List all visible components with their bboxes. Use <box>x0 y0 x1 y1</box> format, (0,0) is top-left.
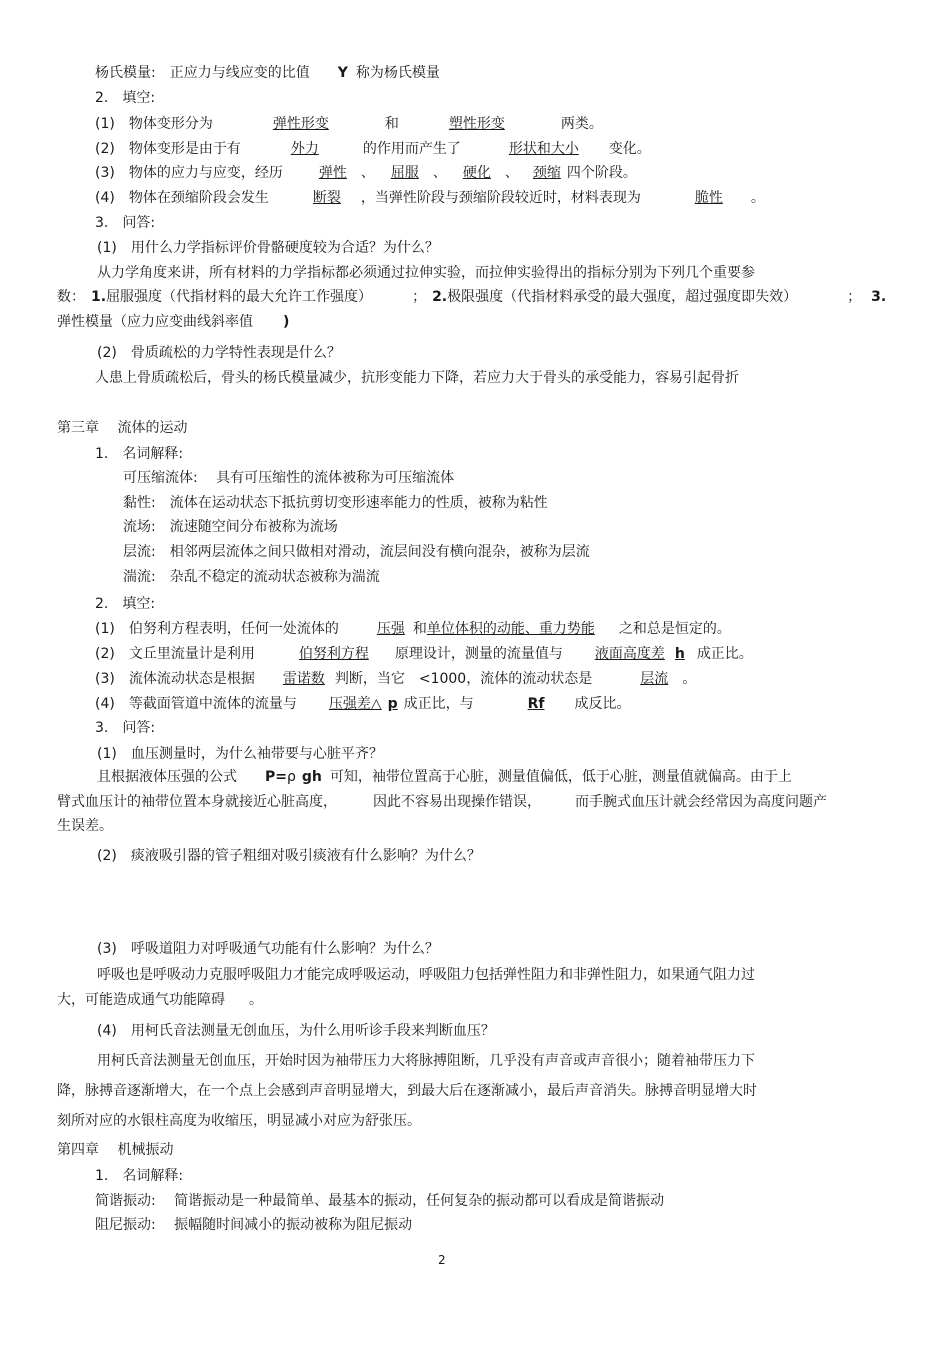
blank-answer: 单位体积的动能、重力势能 <box>426 621 595 637</box>
question-3: (3) 呼吸道阻力对呼吸通气功能有什么影响？为什么？ <box>97 941 439 957</box>
text: 。 <box>249 992 263 1008</box>
fill-item-4 <box>95 189 765 207</box>
answer-1-line-2 <box>57 793 827 811</box>
question-1: (1) 血压测量时，为什么袖带要与心脏平齐？ <box>97 746 383 762</box>
question-1: (1) 用什么力学指标评价骨骼硬度较为合适？为什么？ <box>97 240 439 256</box>
section-qa: 3. 问答: <box>95 215 156 231</box>
answer-4-line-2: 降，脉搏音逐渐增大，在一个点上会感到声音明显增大，到最大后在逐渐减小，最后声音消失。脉搏音明显增大时 <box>57 1083 757 1099</box>
blank-answer: 外力 <box>290 141 319 157</box>
section-fill-blank: 2. 填空: <box>95 90 156 106</box>
text: 数： <box>57 289 85 305</box>
text: (4) 等截面管道中流体的流量与 <box>95 696 297 712</box>
term-damped-vibration: 阻尼振动: 振幅随时间减小的振动被称为阻尼振动 <box>95 1217 413 1233</box>
term-simple-harmonic: 简谐振动: 简谐振动是一种最简单、最基本的振动，任何复杂的振动都可以看成是简谐振动 <box>95 1193 665 1209</box>
term-laminar-flow: 层流: 相邻两层流体之间只做相对滑动，流层间没有横向混杂，被称为层流 <box>123 544 590 560</box>
blank-answer: 弹性 <box>318 165 347 181</box>
text: 成正比，与 <box>403 696 474 712</box>
blank-answer: 弹性形变 <box>272 116 329 132</box>
question-2: (2) 骨质疏松的力学特性表现是什么？ <box>97 345 341 361</box>
text: 判断，当它 <box>334 671 405 687</box>
text: 和 <box>412 621 427 637</box>
blank-answer: 液面高度差 h <box>594 646 685 662</box>
text: 屈服强度（代指材料的最大允许工作强度） <box>106 289 373 305</box>
blank-answer: 形状和大小 <box>508 141 579 157</box>
blank-answer: 硬化 <box>462 165 491 181</box>
answer-1-line-2 <box>57 288 886 306</box>
text: 成反比。 <box>574 696 631 712</box>
text: 臂式血压计的袖带位置本身就接近心脏高度， <box>57 794 337 810</box>
text: ； <box>412 289 427 305</box>
text: ) <box>283 314 290 330</box>
answer-3-line-1: 呼吸也是呼吸动力克服呼吸阻力才能完成呼吸运动，呼吸阻力包括弹性阻力和非弹性阻力，如果通气阻力过 <box>97 967 755 983</box>
section-terms: 1. 名词解释: <box>95 1168 184 1184</box>
blank-answer: 压强差△ p <box>328 696 398 712</box>
chapter-3-heading: 第三章 流体的运动 <box>57 420 188 436</box>
blank-answer: 压强 <box>376 621 405 637</box>
blank-answer: 颈缩 <box>532 165 561 181</box>
text: (1) 伯努利方程表明，任何一处流体的 <box>95 621 339 637</box>
blank-answer: 脆性 <box>694 190 723 206</box>
definition-text: 正应力与线应变的比值 <box>169 65 310 81</box>
answer-1-line-3 <box>57 313 289 331</box>
fill-item-3 <box>95 164 637 182</box>
symbol: Y <box>337 65 348 81</box>
text: ； <box>847 289 862 305</box>
text: ，当弹性阶段与颈缩阶段较近时，材料表现为 <box>360 190 641 206</box>
text: 。 <box>750 190 765 206</box>
text: (2) 文丘里流量计是利用 <box>95 646 255 662</box>
definition-youngs-modulus <box>95 64 440 82</box>
formula: gh <box>301 769 322 785</box>
fill-item-4 <box>95 695 631 713</box>
answer-2: 人患上骨质疏松后，骨头的杨氏模量减少，抗形变能力下降，若应力大于骨头的承受能力，容易引起骨折 <box>95 370 739 386</box>
text: 、 <box>432 165 447 181</box>
answer-1-line-1 <box>97 768 792 786</box>
text: 之和总是恒定的。 <box>618 621 731 637</box>
text: 、 <box>360 165 375 181</box>
blank-answer: 伯努利方程 <box>298 646 369 662</box>
answer-1-line-3: 生误差。 <box>57 818 113 834</box>
term-turbulent-flow: 湍流: 杂乱不稳定的流动状态被称为湍流 <box>123 569 380 585</box>
blank-answer: 屈服 <box>390 165 419 181</box>
definition-text: 称为杨氏模量 <box>355 65 440 81</box>
answer-4-line-1: 用柯氏音法测量无创血压，开始时因为袖带压力大将脉搏阻断，几乎没有声音或声音很小；随着袖带压力下 <box>97 1053 755 1069</box>
chapter-4-heading: 第四章 机械振动 <box>57 1142 174 1158</box>
text: 可知，袖带位置高于心脏，测量值偏低，低于心脏，测量值就偏高。由于上 <box>329 769 792 785</box>
formula: ρ <box>287 769 296 785</box>
text: (3) 物体的应力与应变，经历 <box>95 165 283 181</box>
blank-answer: 雷诺数 <box>282 671 325 687</box>
text: 且根据液体压强的公式 <box>97 769 237 785</box>
text: 、 <box>504 165 519 181</box>
text: 。 <box>682 671 697 687</box>
fill-item-3 <box>95 670 696 688</box>
text: 的作用而产生了 <box>362 141 461 157</box>
answer-4-line-3: 刻所对应的水银柱高度为收缩压，明显减小对应为舒张压。 <box>57 1113 421 1129</box>
blank-answer: 塑性形变 <box>448 116 505 132</box>
section-fill-blank: 2. 填空: <box>95 596 156 612</box>
blank-answer: 断裂 <box>312 190 341 206</box>
text: 四个阶段。 <box>566 165 637 181</box>
text: 和 <box>384 116 399 132</box>
answer-3-line-2 <box>57 991 263 1009</box>
text: (3) 流体流动状态是根据 <box>95 671 255 687</box>
question-4: (4) 用柯氏音法测量无创血压，为什么用听诊手段来判断血压？ <box>97 1023 495 1039</box>
question-2: (2) 痰液吸引器的管子粗细对吸引痰液有什么影响？为什么？ <box>97 848 481 864</box>
text: (1) 物体变形分为 <box>95 116 213 132</box>
term: 杨氏模量: <box>95 65 156 81</box>
term-compressible-fluid: 可压缩流体: 具有可压缩性的流体被称为可压缩流体 <box>123 470 455 486</box>
text: 两类。 <box>560 116 603 132</box>
text: 2. <box>432 289 448 305</box>
text: (2) 物体变形是由于有 <box>95 141 241 157</box>
page-number: 2 <box>438 1253 446 1267</box>
text: 1. <box>91 289 107 305</box>
answer-1-line-1: 从力学角度来讲，所有材料的力学指标都必须通过拉伸实验，而拉伸实验得出的指标分别为下列几个重要参 <box>97 265 755 281</box>
text: <1000，流体的流动状态是 <box>418 671 593 687</box>
text: 弹性模量（应力应变曲线斜率值 <box>57 314 253 330</box>
fill-item-1 <box>95 115 603 133</box>
formula: P= <box>265 769 287 785</box>
text: 3. <box>871 289 887 305</box>
fill-item-2 <box>95 140 651 158</box>
text: 极限强度（代指材料承受的最大强度，超过强度即失效） <box>447 289 798 305</box>
term-flow-field: 流场: 流速随空间分布被称为流场 <box>123 519 338 535</box>
text: (4) 物体在颈缩阶段会发生 <box>95 190 269 206</box>
text: 大，可能造成通气功能障碍 <box>57 992 225 1008</box>
text: 因此不容易出现操作错误， <box>373 794 541 810</box>
text: 原理设计，测量的流量值与 <box>394 646 563 662</box>
blank-answer: Rf <box>527 696 545 712</box>
text: 而手腕式血压计就会经常因为高度问题产 <box>575 794 827 810</box>
section-qa: 3. 问答: <box>95 720 156 736</box>
section-terms: 1. 名词解释: <box>95 446 184 462</box>
term-viscosity: 黏性: 流体在运动状态下抵抗剪切变形速率能力的性质，被称为粘性 <box>123 495 548 511</box>
fill-item-2 <box>95 645 753 663</box>
text: 成正比。 <box>696 646 753 662</box>
fill-item-1 <box>95 620 731 638</box>
blank-answer: 层流 <box>640 671 669 687</box>
text: 变化。 <box>608 141 651 157</box>
